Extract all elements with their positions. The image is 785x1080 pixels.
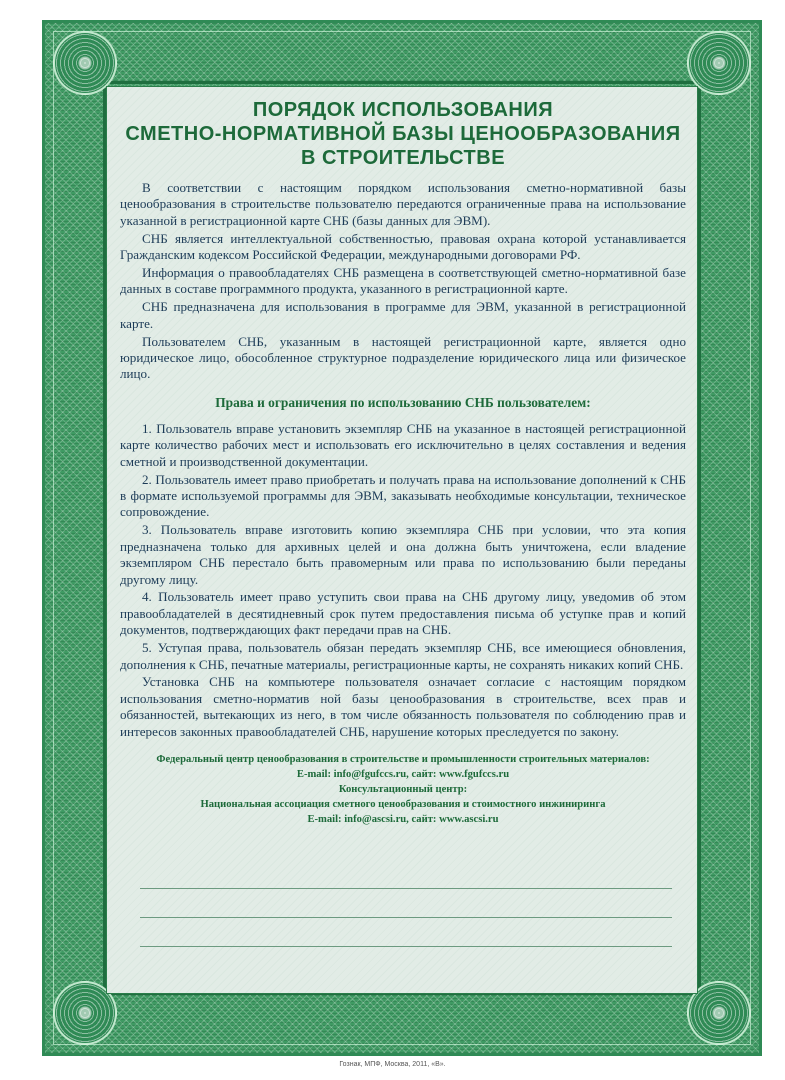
intro-paragraph-1: В соответствии с настоящим порядком использования сметно-нормативной базы ценообразования в строительстве пользователю передаются ограниченные права на использование указанной в регистрационной карте СНБ (базы данных для ЭВМ). (120, 180, 686, 228)
intro-paragraph-3: Информация о правообладателях СНБ размещена в соответствующей сметно-нормативной базе данных в составе программного продукта, указанного в регистрационной карте. (120, 265, 686, 297)
installation-consent: Установка СНБ на компьютере пользователя означает согласие с настоящим порядком использования сметно-норматив ной базы ценообразования в строительстве, всех прав и обязанностей, вытекающих из него, в том числе обязанность пользователя по соблюдению прав и интересов законных правообладателей СНБ, нарушение которых преследуется по закону. (120, 674, 686, 739)
signature-lines (140, 888, 672, 975)
rights-item-5: 5. Уступая права, пользователь обязан передать экземпляр СНБ, все имеющиеся обновления, дополнения к СНБ, печатные материалы, регистрационные карты, не сохранять никаких копий СНБ. (120, 640, 686, 672)
intro-paragraph-2: СНБ является интеллектуальной собственностью, правовая охрана которой устанавливается Гражданским кодексом Российской Федерации, международными договорами РФ. (120, 230, 686, 263)
printer-credit: Гознак, МПФ, Москва, 2011, «В». (339, 1061, 446, 1068)
signature-line (140, 917, 672, 918)
federal-center-contacts: E-mail: info@fgufccs.ru, сайт: www.fgufccs.ru (296, 769, 510, 781)
signature-line (140, 888, 672, 889)
association-contacts: E-mail: info@ascsi.ru, сайт: www.ascsi.ru (307, 814, 499, 826)
rights-heading: Права и ограничения по использованию СНБ пользователем: (215, 394, 591, 410)
document-title (120, 98, 686, 170)
document-body (120, 98, 686, 827)
rights-item-1: 1. Пользователь вправе установить экземпляр СНБ на указанное в настоящей регистрационной карте количество рабочих мест и использовать его исключительно в целях составления и ведения сметной и производственной документации. (120, 420, 686, 469)
rights-item-3: 3. Пользователь вправе изготовить копию экземпляра СНБ при условии, что эта копия предназначена только для архивных целей и она должна быть уничтожена, если владение экземпляром СНБ перестало быть правомерным или права по использованию были переданы другому лицу. (120, 522, 686, 587)
intro-paragraph-5: Пользователем СНБ, указанным в настоящей регистрационной карте, является одно юридическое лицо, обособленное структурное подразделение юридического лица или физическое лицо. (120, 333, 686, 382)
title-line-1: ПОРЯДОК ИСПОЛЬЗОВАНИЯ (252, 99, 554, 121)
consult-center-heading: Консультационный центр: (338, 784, 468, 796)
contacts-block (120, 752, 686, 827)
title-line-2: СМЕТНО-НОРМАТИВНОЙ БАЗЫ ЦЕНООБРАЗОВАНИЯ (125, 123, 681, 145)
rights-item-4: 4. Пользователь имеет право уступить свои права на СНБ другому лицу, уведомив об этом правообладателей в десятидневный срок путем предоставления письма об уступке прав и копий документов, подтверждающих факт передачи прав на СНБ. (120, 589, 686, 638)
signature-line (140, 946, 672, 947)
title-line-3: В СТРОИТЕЛЬСТВЕ (300, 147, 506, 169)
intro-paragraph-4: СНБ предназначена для использования в программе для ЭВМ, указанной в регистрационной карте. (120, 299, 686, 331)
federal-center-name: Федеральный центр ценообразования в строительстве и промышленности строительных материалов: (156, 754, 650, 766)
association-name: Национальная ассоциация сметного ценообразования и стоимостного инжиниринга (200, 799, 606, 811)
rights-item-2: 2. Пользователь имеет право приобретать и получать права на использование дополнений к СНБ в формате используемой программы для ЭВМ, заказывать необходимые консультации, техническое сопровождение. (120, 471, 686, 520)
